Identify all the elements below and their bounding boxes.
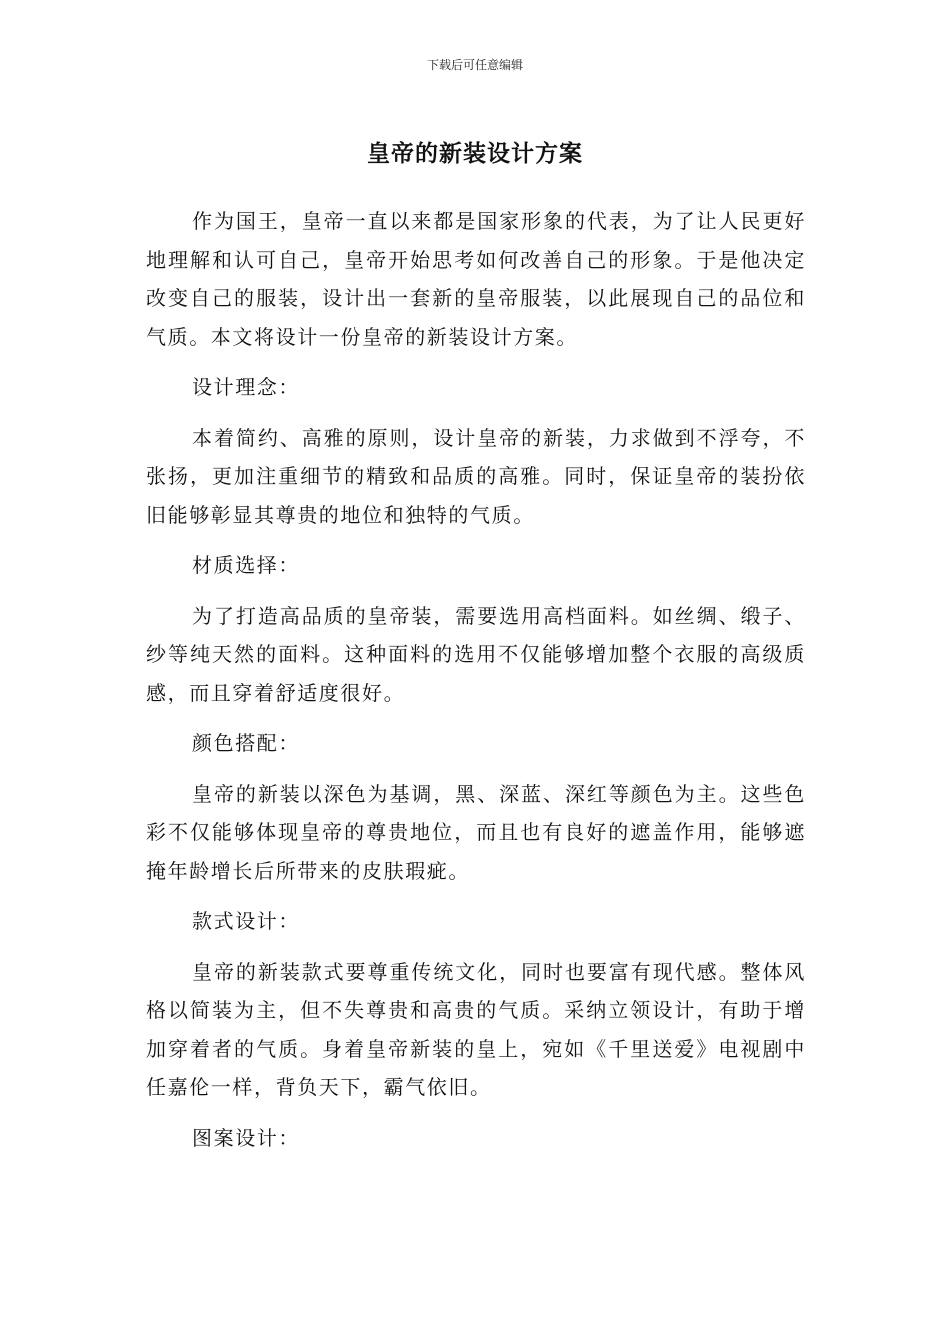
- style-paragraph: 皇帝的新装款式要尊重传统文化，同时也要富有现代感。整体风格以简装为主，但不失尊贵和高贵的气质。采纳立领设计，有助于增加穿着者的气质。身着皇帝新装的皇上，宛如《千里送爱》电视剧中任嘉伦一样，背负天下，霸气依旧。: [146, 959, 806, 1099]
- section-heading-style: 款式设计：: [192, 909, 300, 933]
- section-heading-pattern: 图案设计：: [192, 1125, 300, 1150]
- section-heading-material: 材质选择：: [192, 553, 300, 577]
- document-title: 皇帝的新装设计方案: [367, 141, 583, 167]
- section-heading-color: 颜色搭配：: [192, 731, 300, 755]
- material-paragraph: 为了打造高品质的皇帝装，需要选用高档面料。如丝绸、缎子、纱等纯天然的面料。这种面料的选用不仅能够增加整个衣服的高级质感，而且穿着舒适度很好。: [146, 603, 806, 705]
- color-paragraph: 皇帝的新装以深色为基调，黑、深蓝、深红等颜色为主。这些色彩不仅能够体现皇帝的尊贵地位，而且也有良好的遮盖作用，能够遮掩年龄增长后所带来的皮肤瑕疵。: [146, 781, 806, 883]
- section-heading-design-concept: 设计理念：: [192, 375, 300, 399]
- intro-paragraph: 作为国王，皇帝一直以来都是国家形象的代表，为了让人民更好地理解和认可自己，皇帝开始思考如何改善自己的形象。于是他决定改变自己的服装，设计出一套新的皇帝服装，以此展现自己的品位和气质。本文将设计一份皇帝的新装设计方案。: [146, 209, 806, 349]
- document-body: [146, 202, 806, 1169]
- design-concept-paragraph: 本着简约、高雅的原则，设计皇帝的新装，力求做到不浮夸，不张扬，更加注重细节的精致和品质的高雅。同时，保证皇帝的装扮依旧能够彰显其尊贵的地位和独特的气质。: [146, 425, 806, 527]
- header-note: 下载后可任意编辑: [426, 58, 523, 72]
